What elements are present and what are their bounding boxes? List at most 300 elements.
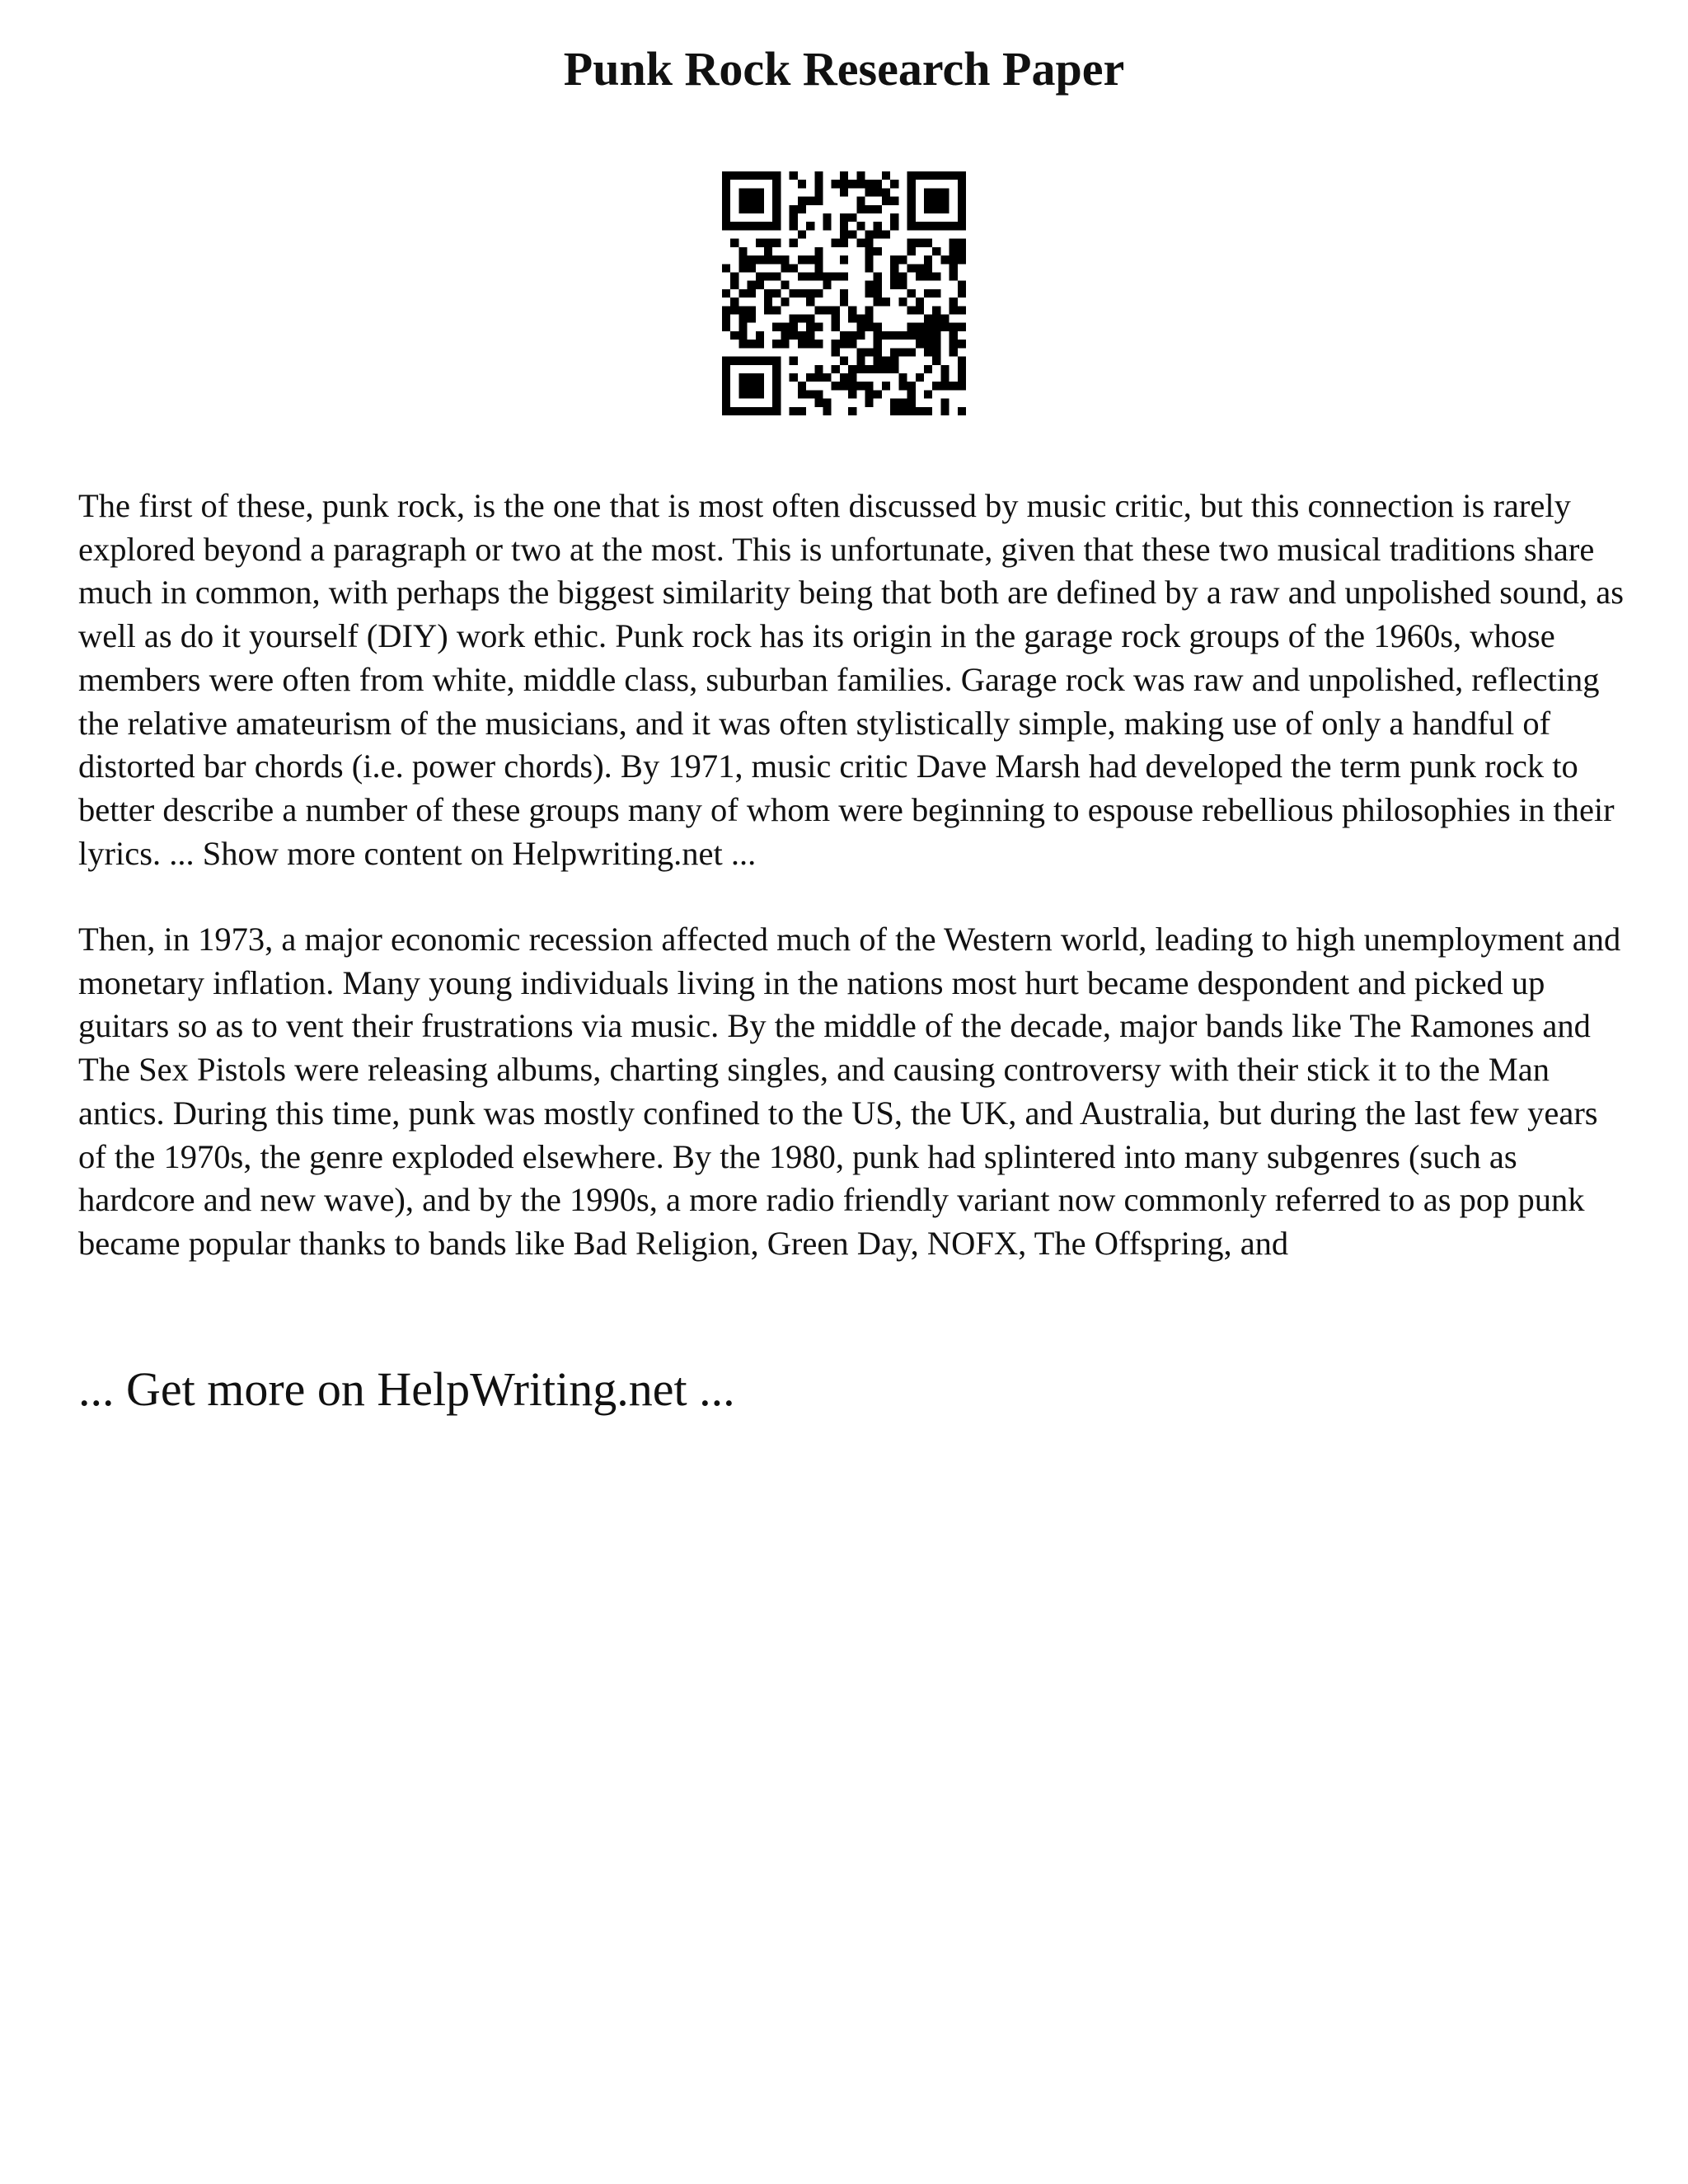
qr-module bbox=[814, 373, 823, 382]
qr-module bbox=[806, 272, 814, 280]
qr-module bbox=[764, 247, 772, 255]
qr-module bbox=[882, 188, 890, 196]
qr-module bbox=[874, 272, 882, 280]
qr-module bbox=[856, 205, 865, 213]
qr-module bbox=[748, 407, 756, 415]
qr-module bbox=[798, 331, 806, 340]
qr-module bbox=[856, 331, 865, 340]
qr-module bbox=[848, 180, 856, 188]
qr-module bbox=[916, 306, 924, 314]
qr-module bbox=[932, 272, 940, 280]
qr-module bbox=[772, 197, 781, 205]
qr-module bbox=[806, 331, 814, 340]
qr-module bbox=[856, 171, 865, 180]
qr-module bbox=[907, 205, 916, 213]
qr-module bbox=[874, 357, 882, 365]
qr-module bbox=[823, 306, 831, 314]
qr-module bbox=[840, 382, 848, 390]
qr-module bbox=[848, 390, 856, 398]
qr-module bbox=[865, 205, 874, 213]
qr-module bbox=[772, 222, 781, 230]
qr-module bbox=[764, 255, 772, 264]
qr-module bbox=[940, 197, 949, 205]
qr-module bbox=[772, 399, 781, 407]
qr-module bbox=[814, 289, 823, 298]
qr-module bbox=[874, 247, 882, 255]
qr-module bbox=[865, 365, 874, 373]
qr-module bbox=[874, 180, 882, 188]
qr-module bbox=[772, 382, 781, 390]
qr-module bbox=[890, 281, 898, 289]
qr-module bbox=[848, 331, 856, 340]
qr-module bbox=[907, 289, 916, 298]
qr-module bbox=[848, 365, 856, 373]
qr-module bbox=[898, 348, 907, 356]
qr-module bbox=[738, 171, 747, 180]
qr-module bbox=[798, 197, 806, 205]
qr-module bbox=[958, 197, 966, 205]
qr-module bbox=[748, 264, 756, 272]
qr-module bbox=[764, 357, 772, 365]
qr-module bbox=[890, 365, 898, 373]
qr-module bbox=[916, 272, 924, 280]
qr-module bbox=[722, 197, 730, 205]
qr-module bbox=[958, 382, 966, 390]
qr-module bbox=[856, 365, 865, 373]
qr-module bbox=[950, 298, 958, 306]
qr-module bbox=[806, 289, 814, 298]
qr-module bbox=[874, 365, 882, 373]
qr-module bbox=[748, 390, 756, 398]
qr-module bbox=[958, 289, 966, 298]
qr-module bbox=[950, 331, 958, 340]
qr-module bbox=[781, 298, 789, 306]
qr-module bbox=[772, 306, 781, 314]
qr-module bbox=[940, 171, 949, 180]
qr-module bbox=[907, 197, 916, 205]
page-title: Punk Rock Research Paper bbox=[563, 42, 1125, 96]
qr-module bbox=[840, 331, 848, 340]
qr-module bbox=[814, 180, 823, 188]
qr-module bbox=[958, 239, 966, 247]
qr-module bbox=[790, 357, 798, 365]
qr-module bbox=[950, 382, 958, 390]
qr-module bbox=[756, 281, 764, 289]
qr-module bbox=[790, 289, 798, 298]
qr-module bbox=[865, 188, 874, 196]
qr-module bbox=[756, 171, 764, 180]
qr-module bbox=[865, 281, 874, 289]
qr-module bbox=[764, 222, 772, 230]
qr-module bbox=[950, 323, 958, 331]
qr-module bbox=[798, 340, 806, 348]
get-more-link[interactable]: ... Get more on HelpWriting.net ... bbox=[78, 1362, 735, 1416]
qr-module bbox=[958, 222, 966, 230]
qr-module bbox=[738, 331, 747, 340]
qr-module bbox=[790, 213, 798, 222]
qr-module bbox=[722, 315, 730, 323]
qr-module bbox=[924, 390, 932, 398]
qr-module bbox=[924, 171, 932, 180]
qr-module bbox=[865, 390, 874, 398]
qr-module bbox=[950, 348, 958, 356]
qr-module bbox=[874, 222, 882, 230]
qr-module bbox=[932, 306, 940, 314]
qr-module bbox=[772, 407, 781, 415]
qr-module bbox=[940, 222, 949, 230]
qr-module bbox=[924, 239, 932, 247]
qr-module bbox=[781, 264, 789, 272]
qr-module bbox=[916, 323, 924, 331]
qr-module bbox=[730, 272, 738, 280]
qr-module bbox=[798, 255, 806, 264]
qr-module bbox=[890, 272, 898, 280]
qr-module bbox=[865, 180, 874, 188]
qr-module bbox=[781, 281, 789, 289]
qr-module bbox=[890, 399, 898, 407]
qr-module bbox=[865, 230, 874, 238]
qr-module bbox=[814, 264, 823, 272]
qr-module bbox=[898, 373, 907, 382]
qr-module bbox=[772, 180, 781, 188]
qr-module bbox=[823, 272, 831, 280]
qr-module bbox=[738, 289, 747, 298]
qr-module bbox=[932, 357, 940, 365]
qr-module bbox=[738, 357, 747, 365]
qr-module bbox=[924, 323, 932, 331]
qr-module bbox=[890, 264, 898, 272]
qr-module bbox=[890, 331, 898, 340]
qr-module bbox=[874, 281, 882, 289]
qr-module bbox=[814, 188, 823, 196]
qr-module bbox=[865, 315, 874, 323]
qr-module bbox=[940, 255, 949, 264]
qr-module bbox=[907, 407, 916, 415]
qr-module bbox=[823, 407, 831, 415]
qr-module bbox=[924, 188, 932, 196]
qr-module bbox=[764, 239, 772, 247]
qr-module bbox=[748, 197, 756, 205]
qr-module bbox=[764, 306, 772, 314]
qr-module bbox=[898, 382, 907, 390]
qr-module bbox=[840, 289, 848, 298]
qr-module bbox=[748, 171, 756, 180]
qr-module bbox=[898, 298, 907, 306]
qr-module bbox=[738, 315, 747, 323]
qr-module bbox=[823, 213, 831, 222]
qr-module bbox=[772, 289, 781, 298]
qr-module bbox=[916, 239, 924, 247]
qr-module bbox=[840, 222, 848, 230]
qr-module bbox=[806, 323, 814, 331]
qr-module bbox=[882, 197, 890, 205]
qr-module bbox=[798, 272, 806, 280]
qr-module bbox=[848, 213, 856, 222]
qr-module bbox=[806, 222, 814, 230]
qr-module bbox=[958, 255, 966, 264]
qr-module bbox=[958, 306, 966, 314]
qr-module bbox=[798, 315, 806, 323]
qr-module bbox=[832, 382, 840, 390]
qr-module bbox=[832, 180, 840, 188]
qr-module bbox=[958, 357, 966, 365]
qr-module bbox=[730, 306, 738, 314]
qr-module bbox=[832, 365, 840, 373]
qr-module bbox=[856, 357, 865, 365]
qr-module bbox=[940, 373, 949, 382]
qr-module bbox=[772, 365, 781, 373]
qr-module bbox=[738, 382, 747, 390]
qr-module bbox=[832, 306, 840, 314]
qr-module bbox=[798, 390, 806, 398]
qr-module bbox=[738, 390, 747, 398]
qr-module bbox=[832, 272, 840, 280]
qr-module bbox=[730, 298, 738, 306]
qr-module bbox=[856, 180, 865, 188]
qr-module bbox=[898, 331, 907, 340]
qr-module bbox=[814, 272, 823, 280]
qr-module bbox=[814, 390, 823, 398]
qr-module bbox=[907, 222, 916, 230]
qr-module bbox=[890, 213, 898, 222]
qr-module bbox=[932, 222, 940, 230]
qr-module bbox=[781, 255, 789, 264]
qr-module bbox=[756, 382, 764, 390]
qr-module bbox=[874, 331, 882, 340]
qr-module bbox=[840, 239, 848, 247]
qr-module bbox=[856, 197, 865, 205]
qr-module bbox=[738, 340, 747, 348]
qr-module bbox=[890, 197, 898, 205]
qr-module bbox=[856, 315, 865, 323]
qr-module bbox=[874, 323, 882, 331]
qr-module bbox=[907, 213, 916, 222]
qr-module bbox=[722, 407, 730, 415]
qr-module bbox=[840, 373, 848, 382]
qr-module bbox=[924, 205, 932, 213]
qr-module bbox=[924, 289, 932, 298]
qr-module bbox=[840, 340, 848, 348]
qr-module bbox=[865, 306, 874, 314]
qr-module bbox=[958, 340, 966, 348]
qr-module bbox=[958, 188, 966, 196]
qr-module bbox=[814, 197, 823, 205]
qr-module bbox=[756, 222, 764, 230]
qr-module bbox=[790, 373, 798, 382]
qr-module bbox=[950, 306, 958, 314]
qr-module bbox=[840, 171, 848, 180]
qr-module bbox=[722, 306, 730, 314]
qr-module bbox=[748, 289, 756, 298]
qr-module bbox=[756, 197, 764, 205]
qr-module bbox=[738, 306, 747, 314]
qr-module bbox=[848, 315, 856, 323]
qr-module bbox=[932, 205, 940, 213]
qr-module bbox=[781, 323, 789, 331]
qr-module bbox=[832, 340, 840, 348]
qr-module bbox=[882, 171, 890, 180]
qr-module bbox=[865, 247, 874, 255]
qr-module bbox=[916, 373, 924, 382]
qr-module bbox=[898, 281, 907, 289]
qr-module bbox=[865, 264, 874, 272]
qr-module bbox=[772, 357, 781, 365]
qr-module bbox=[924, 255, 932, 264]
qr-module bbox=[898, 407, 907, 415]
qr-module bbox=[790, 264, 798, 272]
qr-module bbox=[798, 205, 806, 213]
qr-module bbox=[772, 213, 781, 222]
qr-module bbox=[840, 255, 848, 264]
qr-module bbox=[882, 382, 890, 390]
qr-module bbox=[940, 188, 949, 196]
qr-module bbox=[924, 340, 932, 348]
qr-module bbox=[865, 382, 874, 390]
qr-module bbox=[958, 205, 966, 213]
qr-module bbox=[932, 247, 940, 255]
qr-module bbox=[840, 230, 848, 238]
qr-module bbox=[874, 289, 882, 298]
qr-module bbox=[738, 407, 747, 415]
qr-module bbox=[865, 399, 874, 407]
qr-module bbox=[840, 298, 848, 306]
qr-module bbox=[806, 315, 814, 323]
qr-module bbox=[924, 365, 932, 373]
qr-module bbox=[814, 365, 823, 373]
qr-module bbox=[823, 281, 831, 289]
qr-module bbox=[756, 272, 764, 280]
qr-module bbox=[907, 306, 916, 314]
qr-module bbox=[764, 171, 772, 180]
qr-module bbox=[958, 407, 966, 415]
qr-module bbox=[722, 188, 730, 196]
qr-module bbox=[814, 323, 823, 331]
qr-module bbox=[772, 255, 781, 264]
qr-module bbox=[738, 205, 747, 213]
qr-module bbox=[898, 272, 907, 280]
qr-module bbox=[907, 399, 916, 407]
qr-module bbox=[798, 407, 806, 415]
qr-module bbox=[790, 323, 798, 331]
qr-module bbox=[890, 222, 898, 230]
qr-module bbox=[748, 382, 756, 390]
qr-module bbox=[840, 357, 848, 365]
qr-module bbox=[756, 331, 764, 340]
qr-module bbox=[890, 357, 898, 365]
qr-module bbox=[748, 188, 756, 196]
qr-module bbox=[738, 264, 747, 272]
qr-module bbox=[898, 255, 907, 264]
qr-module bbox=[722, 289, 730, 298]
qr-module bbox=[907, 331, 916, 340]
qr-module bbox=[924, 222, 932, 230]
qr-module bbox=[865, 323, 874, 331]
qr-module bbox=[823, 373, 831, 382]
qr-module bbox=[932, 315, 940, 323]
qr-module bbox=[832, 348, 840, 356]
qr-module bbox=[722, 382, 730, 390]
qr-module bbox=[806, 390, 814, 398]
qr-module bbox=[907, 348, 916, 356]
qr-module bbox=[756, 340, 764, 348]
qr-module bbox=[882, 298, 890, 306]
qr-module bbox=[958, 213, 966, 222]
qr-module bbox=[772, 323, 781, 331]
qr-module bbox=[722, 357, 730, 365]
qr-module bbox=[730, 222, 738, 230]
qr-module bbox=[772, 188, 781, 196]
qr-module bbox=[856, 348, 865, 356]
qr-module bbox=[940, 382, 949, 390]
qr-module bbox=[832, 315, 840, 323]
qr-module bbox=[748, 373, 756, 382]
qr-module bbox=[874, 298, 882, 306]
qr-module bbox=[950, 247, 958, 255]
qr-module bbox=[890, 180, 898, 188]
qr-module bbox=[932, 197, 940, 205]
qr-module bbox=[916, 340, 924, 348]
qr-module bbox=[748, 315, 756, 323]
qr-module bbox=[772, 373, 781, 382]
qr-module bbox=[907, 264, 916, 272]
qr-module bbox=[722, 205, 730, 213]
qr-module bbox=[832, 323, 840, 331]
qr-module bbox=[907, 239, 916, 247]
qr-module bbox=[940, 315, 949, 323]
qr-module bbox=[814, 255, 823, 264]
qr-module bbox=[848, 382, 856, 390]
qr-module bbox=[756, 390, 764, 398]
qr-module bbox=[907, 323, 916, 331]
qr-module bbox=[756, 239, 764, 247]
qr-module bbox=[882, 365, 890, 373]
qr-module bbox=[874, 230, 882, 238]
qr-module bbox=[806, 298, 814, 306]
qr-module bbox=[790, 315, 798, 323]
qr-module bbox=[958, 373, 966, 382]
qr-module bbox=[848, 340, 856, 348]
qr-module bbox=[814, 399, 823, 407]
qr-module bbox=[924, 315, 932, 323]
qr-module bbox=[790, 205, 798, 213]
qr-module bbox=[790, 222, 798, 230]
qr-module bbox=[722, 390, 730, 398]
qr-module bbox=[958, 180, 966, 188]
qr-module bbox=[950, 222, 958, 230]
qr-module bbox=[790, 171, 798, 180]
qr-module bbox=[798, 382, 806, 390]
qr-module bbox=[840, 188, 848, 196]
qr-module bbox=[814, 247, 823, 255]
qr-module bbox=[940, 365, 949, 373]
qr-module bbox=[790, 407, 798, 415]
qr-module bbox=[932, 323, 940, 331]
qr-module bbox=[874, 188, 882, 196]
qr-module bbox=[748, 222, 756, 230]
qr-module bbox=[722, 180, 730, 188]
qr-module bbox=[756, 188, 764, 196]
qr-module bbox=[730, 407, 738, 415]
qr-module bbox=[865, 255, 874, 264]
qr-module bbox=[940, 399, 949, 407]
qr-module bbox=[730, 239, 738, 247]
qr-module bbox=[772, 239, 781, 247]
qr-module bbox=[722, 222, 730, 230]
qr-module bbox=[730, 171, 738, 180]
qr-module bbox=[874, 205, 882, 213]
qr-module bbox=[823, 222, 831, 230]
qr-module bbox=[958, 171, 966, 180]
